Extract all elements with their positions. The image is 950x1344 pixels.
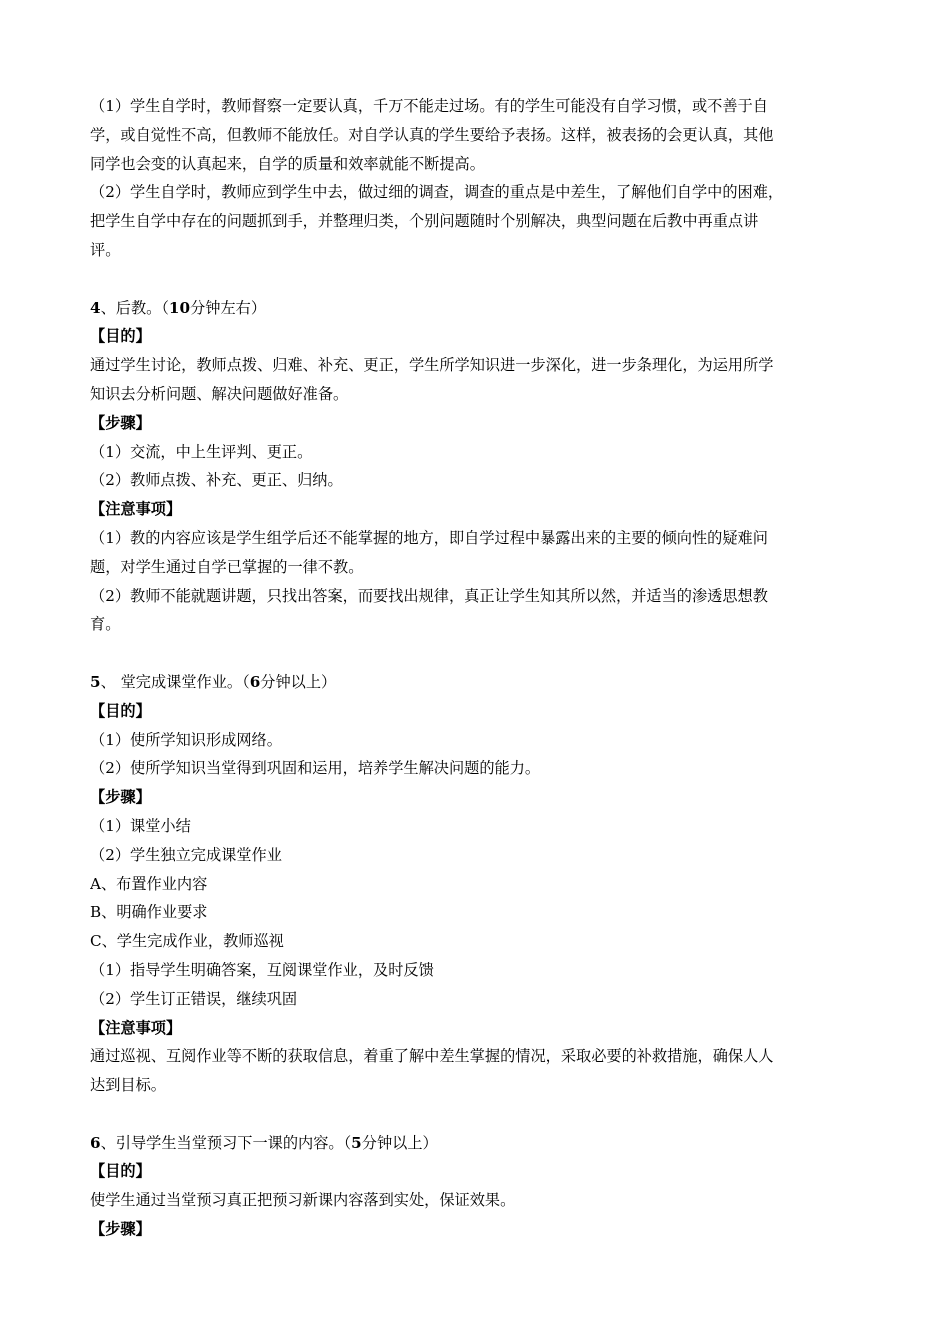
text-line: 通过学生讨论，教师点拨、归难、补充、更正，学生所学知识进一步深化，进一步条理化，为运用所学 bbox=[90, 356, 774, 375]
section-time-unit: 分钟左右） bbox=[190, 298, 266, 317]
notes-label: 【注意事项】 bbox=[90, 500, 182, 519]
purpose-label: 【目的】 bbox=[90, 1162, 151, 1181]
sec3-note-2 bbox=[90, 178, 850, 264]
section-time-unit: 分钟以上） bbox=[260, 672, 337, 691]
step-item: B、明确作业要求 bbox=[90, 903, 208, 922]
purpose-label: 【目的】 bbox=[90, 701, 151, 720]
spacer bbox=[90, 1100, 850, 1129]
step-item: （1）交流，中上生评判、更正。 bbox=[90, 442, 313, 461]
section-title: 、引导学生当堂预习下一课的内容。（ bbox=[100, 1133, 352, 1152]
section-number: 6 bbox=[90, 1133, 101, 1152]
step-item: A、布置作业内容 bbox=[90, 874, 208, 893]
text-line: （1）使所学知识形成网络。 bbox=[90, 730, 282, 749]
section-time-number: 5 bbox=[351, 1133, 362, 1152]
section-4-heading bbox=[90, 294, 850, 323]
step-item: （1）课堂小结 bbox=[90, 816, 191, 835]
section-number: 5 bbox=[90, 672, 101, 691]
text-line: （1）学生自学时，教师督察一定要认真，千万不能走过场。有的学生可能没有自学习惯，或不善于自 bbox=[90, 97, 768, 115]
text-line: （2）教师不能就题讲题，只找出答案，而要找出规律，真正让学生知其所以然，并适当的渗透思想教 bbox=[90, 586, 768, 605]
step-item: （1）指导学生明确答案，互阅课堂作业，及时反馈 bbox=[90, 960, 434, 979]
text-line: 达到目标。 bbox=[90, 1076, 166, 1095]
document-page bbox=[90, 92, 850, 1244]
spacer bbox=[90, 265, 850, 294]
step-item: （2）学生独立完成课堂作业 bbox=[90, 845, 282, 864]
step-item: （2）学生订正错误，继续巩固 bbox=[90, 989, 298, 1008]
text-line: 题，对学生通过自学已掌握的一律不教。 bbox=[90, 557, 364, 576]
steps-label: 【步骤】 bbox=[90, 413, 151, 432]
section-number: 4 bbox=[90, 298, 101, 317]
text-line: 通过巡视、互阅作业等不断的获取信息，着重了解中差生掌握的情况，采取必要的补救措施，确保人人 bbox=[90, 1047, 774, 1066]
text-line: 学，或自觉性不高，但教师不能放任。对自学认真的学生要给予表扬。这样，被表扬的会更认真，其他 bbox=[90, 125, 774, 144]
section-time-number: 6 bbox=[249, 672, 261, 691]
section-time-number: 10 bbox=[168, 298, 191, 317]
step-item: C、学生完成作业，教师巡视 bbox=[90, 932, 284, 951]
sec3-note-1 bbox=[90, 92, 850, 178]
steps-label: 【步骤】 bbox=[90, 788, 151, 807]
text-line: （2）使所学知识当堂得到巩固和运用，培养学生解决问题的能力。 bbox=[90, 759, 541, 778]
notes-label: 【注意事项】 bbox=[90, 1018, 182, 1037]
text-line: （2）学生自学时，教师应到学生中去，做过细的调查，调查的重点是中差生，了解他们自学中的困难， bbox=[90, 183, 784, 202]
text-line: （1）教的内容应该是学生组学后还不能掌握的地方，即自学过程中暴露出来的主要的倾向性的疑难问 bbox=[90, 528, 768, 547]
text-line: 使学生通过当堂预习真正把预习新课内容落到实处，保证效果。 bbox=[90, 1191, 516, 1210]
section-title: 、后教。（ bbox=[100, 298, 169, 317]
section-title: 、 堂完成课堂作业。（ bbox=[100, 672, 250, 691]
step-item: （2）教师点拨、补充、更正、归纳。 bbox=[90, 471, 343, 490]
steps-label: 【步骤】 bbox=[90, 1220, 151, 1239]
section-6-heading bbox=[90, 1129, 850, 1158]
text-line: 同学也会变的认真起来，自学的质量和效率就能不断提高。 bbox=[90, 154, 485, 173]
text-line: 把学生自学中存在的问题抓到手，并整理归类，个别问题随时个别解决，典型问题在后教中再重点讲 bbox=[90, 212, 759, 231]
text-line: 知识去分析问题、解决问题做好准备。 bbox=[90, 384, 349, 403]
text-line: 育。 bbox=[90, 615, 121, 634]
section-time-unit: 分钟以上） bbox=[361, 1133, 438, 1152]
purpose-label: 【目的】 bbox=[90, 327, 151, 346]
text-line: 评。 bbox=[90, 240, 121, 259]
section-5-heading bbox=[90, 668, 850, 697]
spacer bbox=[90, 639, 850, 668]
